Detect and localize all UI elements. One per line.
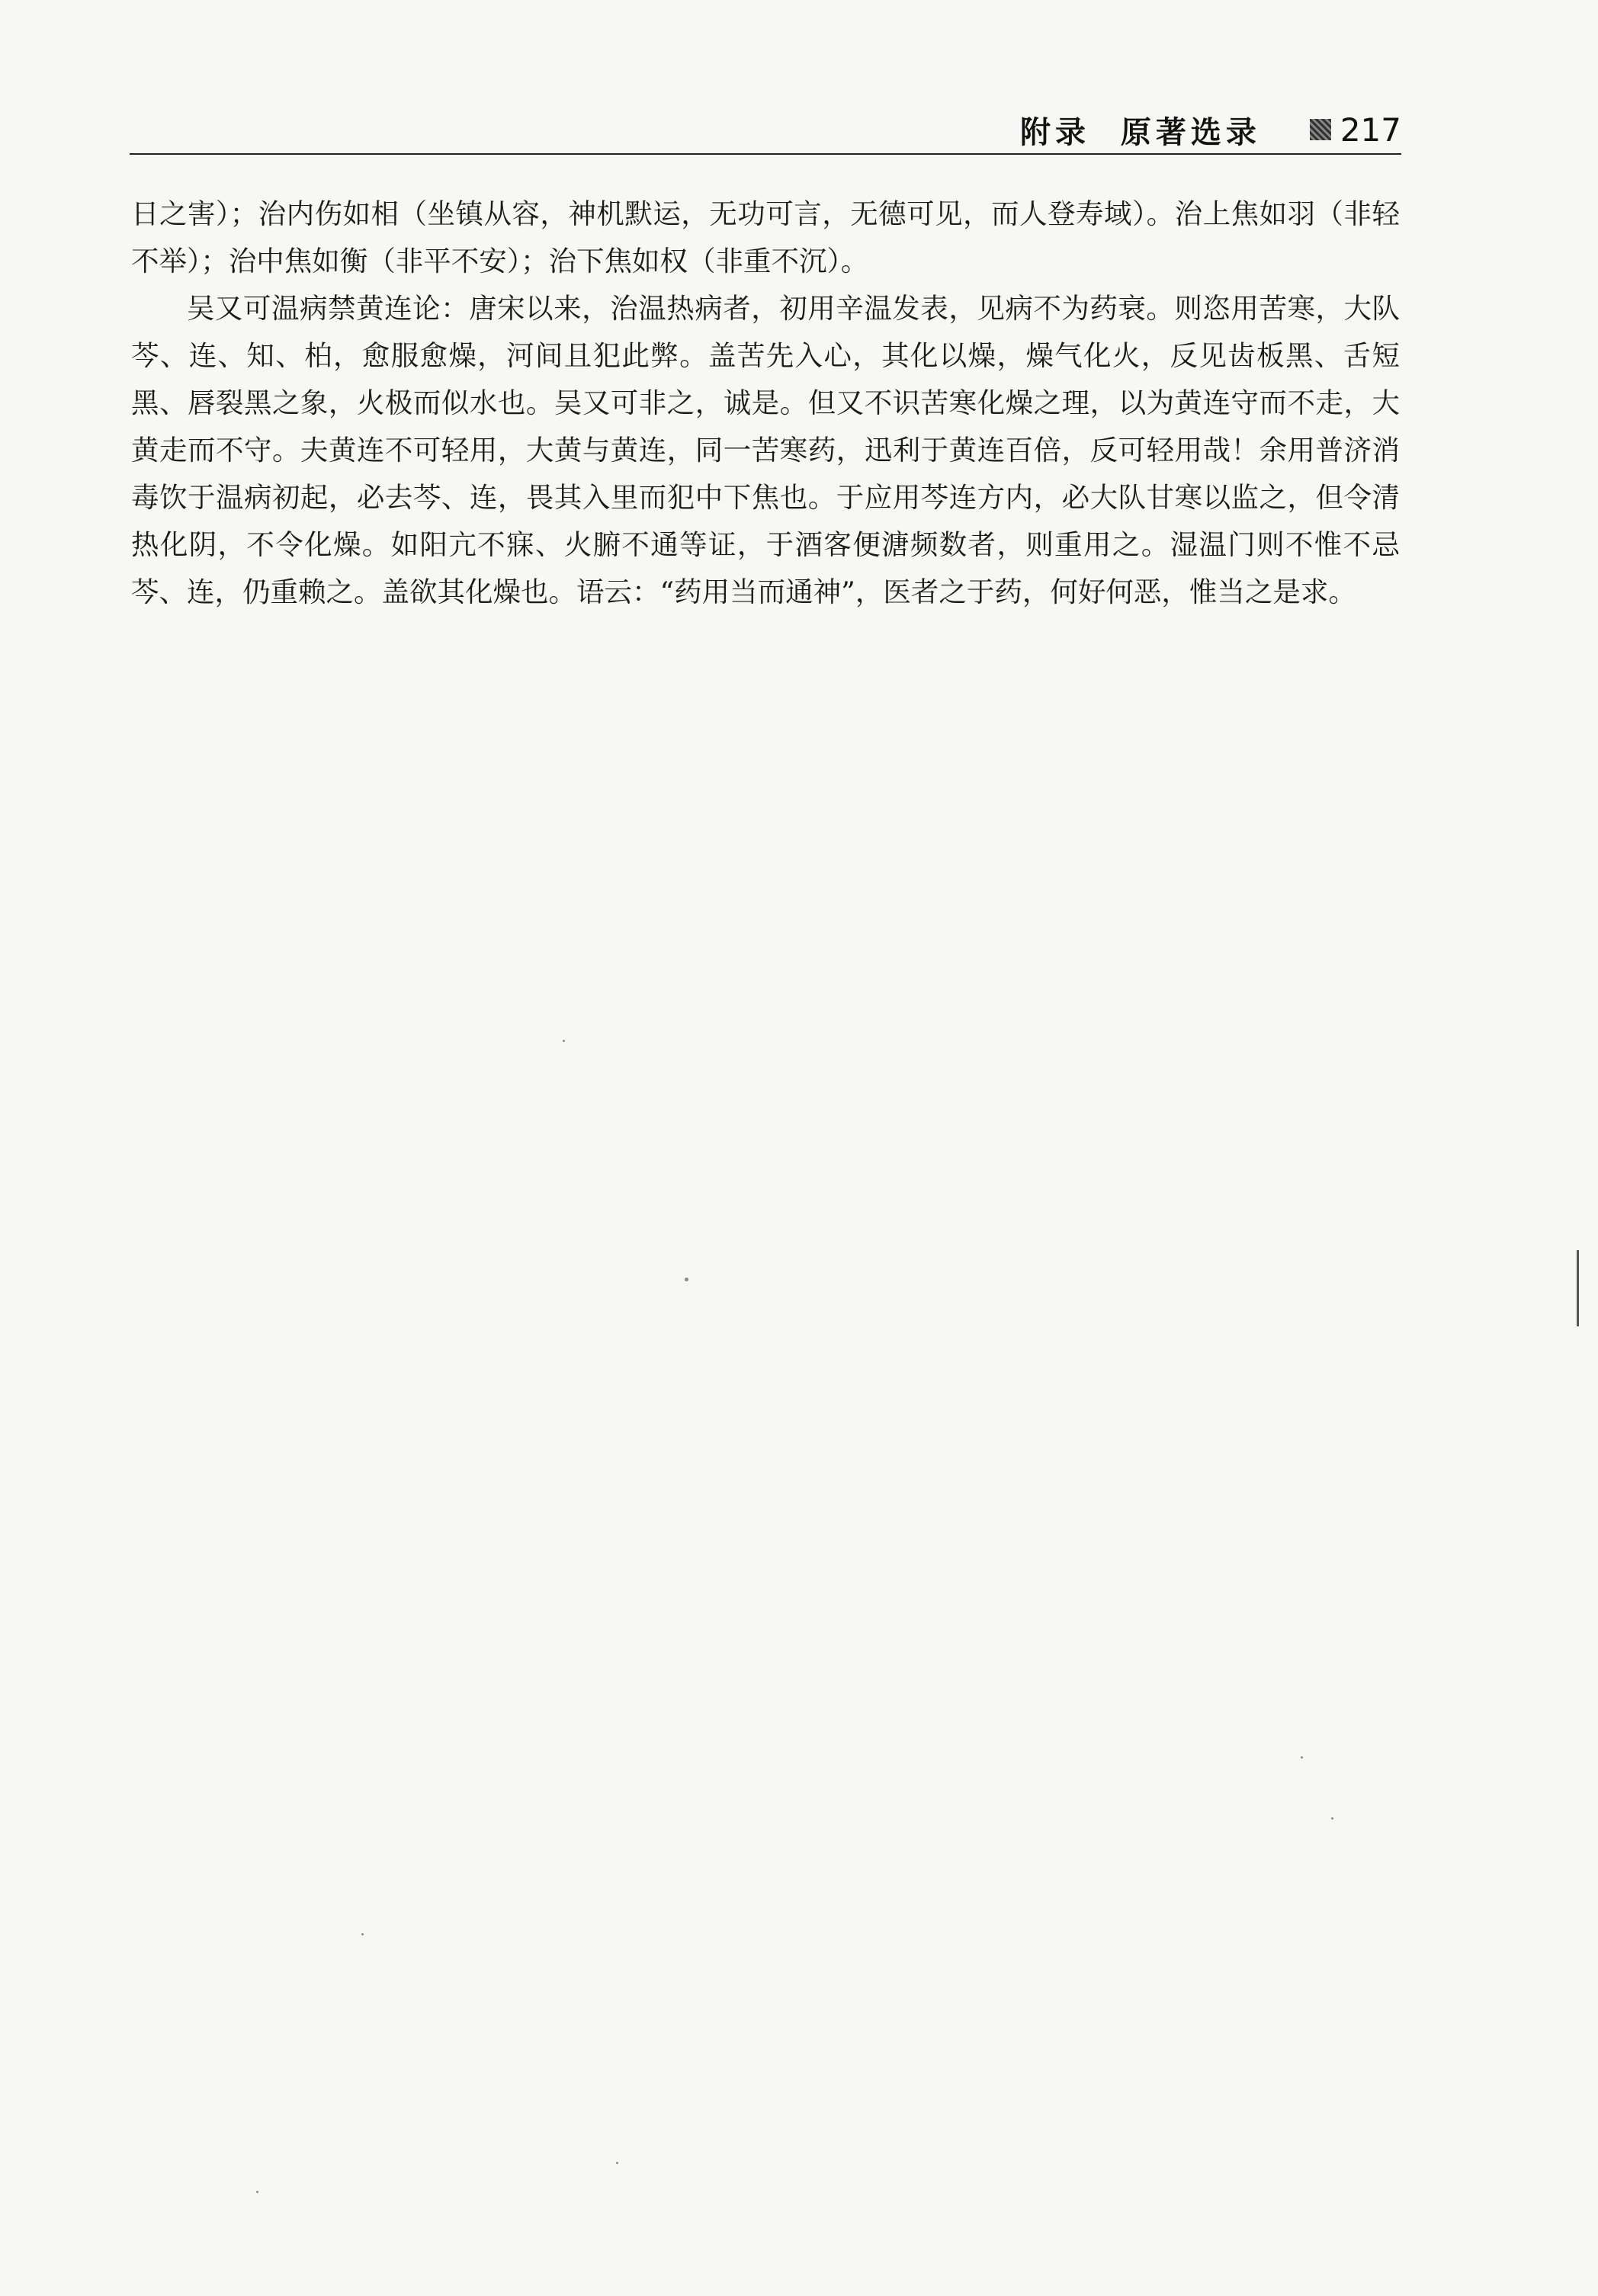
scan-speck	[616, 2162, 618, 2164]
header-rule	[130, 153, 1401, 155]
body-text	[131, 191, 1400, 616]
scan-speck	[563, 1040, 565, 1042]
section-title: 附录 原著选录	[1019, 114, 1261, 150]
scan-speck	[1331, 1817, 1333, 1820]
scan-speck	[685, 1278, 688, 1281]
paragraph-continued: 日之害）；治内伤如相（坐镇从容，神机默运，无功可言，无德可见，而人登寿域）。治上焦如羽（非轻不举）；治中焦如衡（非平不安）；治下焦如权（非重不沉）。	[131, 197, 1400, 277]
paragraph-huanglian-essay: 吴又可温病禁黄连论：唐宋以来，治温热病者，初用辛温发表，见病不为药衰。则恣用苦寒，大队芩、连、知、柏，愈服愈燥，河间且犯此弊。盖苦先入心，其化以燥，燥气化火，反见齿板黑、舌短黑、唇裂黑之象，火极而似水也。吴又可非之，诚是。但又不识苦寒化燥之理，以为黄连守而不走，大黄走而不守。夫黄连不可轻用，大黄与黄连，同一苦寒药，迅利于黄连百倍，反可轻用哉！余用普济消毒饮于温病初起，必去芩、连，畏其入里而犯中下焦也。于应用芩连方内，必大队甘寒以监之，但令清热化阴，不令化燥。如阳亢不寐、火腑不通等证，于酒客便溏频数者，则重用之。湿温门则不惟不忌芩、连，仍重赖之。盖欲其化燥也。语云：“药用当而通神”，医者之于药，何好何恶，惟当之是求。	[131, 292, 1400, 608]
page-number: 217	[1340, 111, 1401, 149]
header-square-icon	[1310, 119, 1331, 140]
scan-speck	[256, 2191, 258, 2193]
running-header	[130, 105, 1401, 154]
scan-edge-mark	[1577, 1250, 1579, 1326]
scan-speck	[1301, 1756, 1303, 1759]
scan-speck	[361, 1933, 364, 1935]
